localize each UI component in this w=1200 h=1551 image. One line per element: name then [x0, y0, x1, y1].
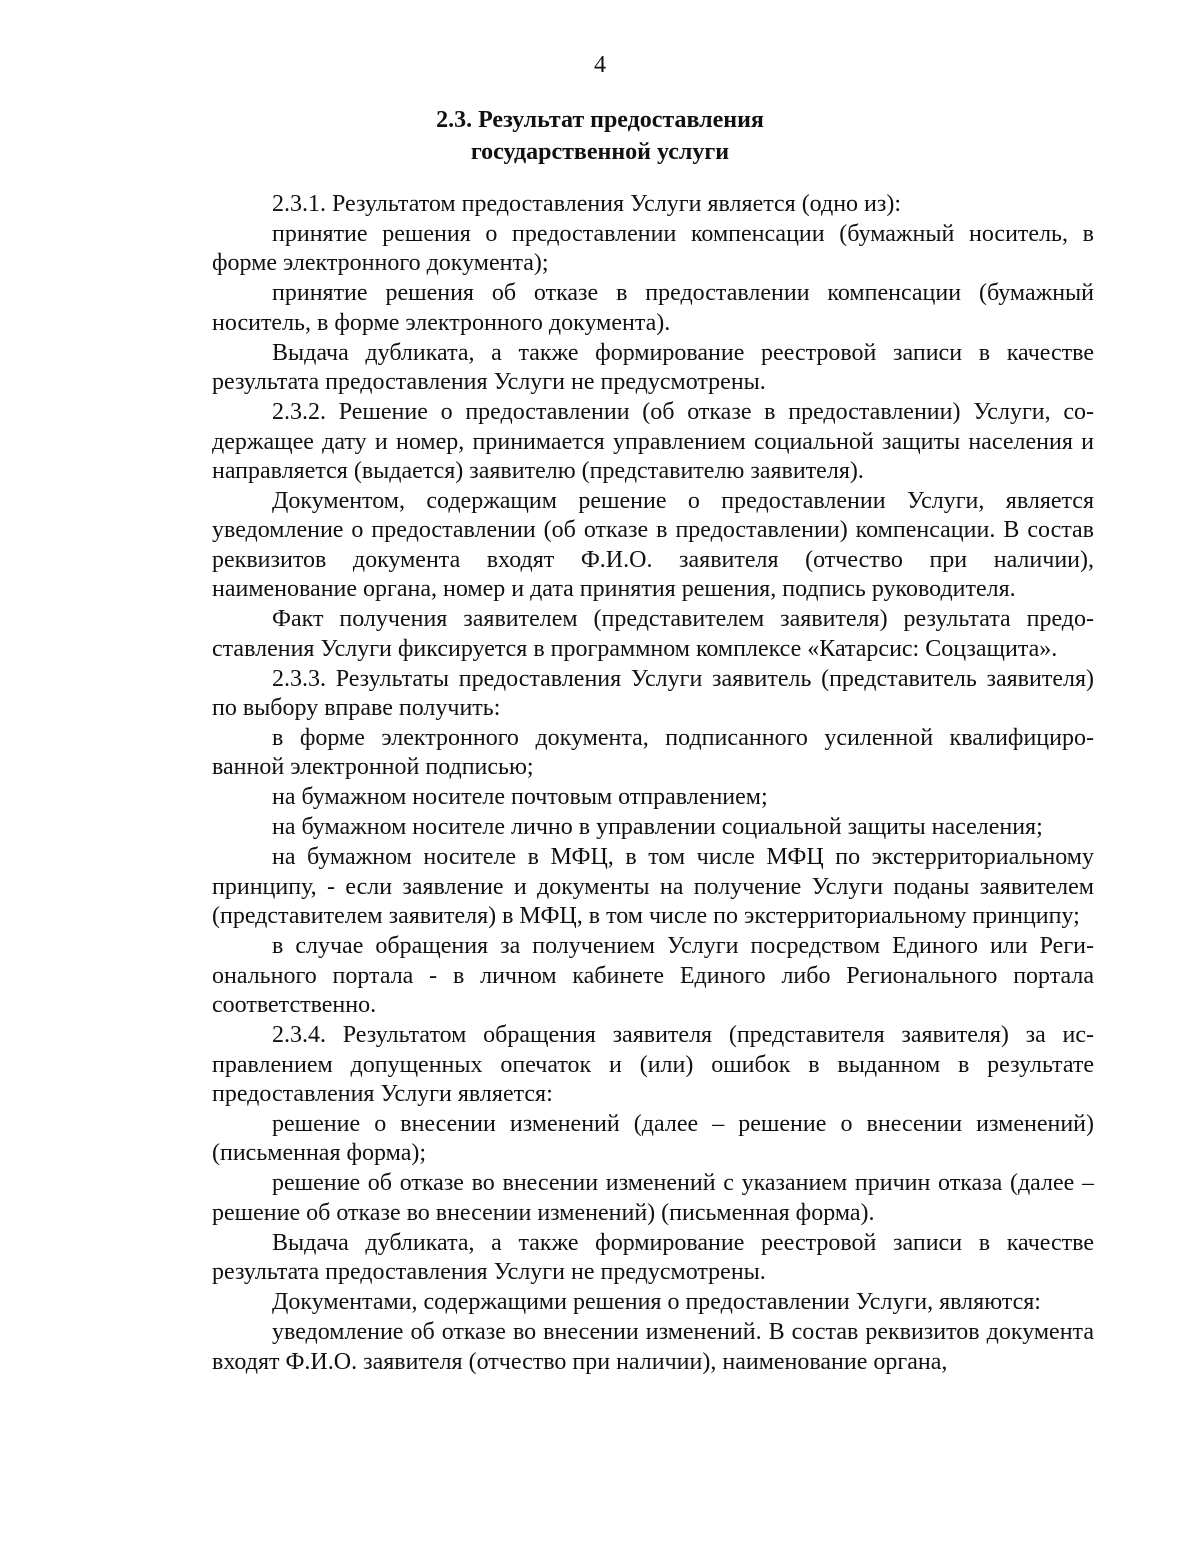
paragraph-2-3-2: 2.3.2. Решение о предоставлении (об отказе в предоставлении) Услуги, содержащее дату и номер, принимается управлением социальной защиты населения и направляется (выдается) заявителю (представителю заявителя). — [212, 399, 1094, 485]
paragraph-portal-delivery: в случае обращения за получением Услуги посредством Единого или Регионального портала - в личном кабинете Единого либо Регионального портала соответственно. — [212, 933, 1094, 1019]
paragraph-mfc-delivery: на бумажном носителе в МФЦ, в том числе МФЦ по экстерриториальному принципу, - если заявление и документы на получение Услуги поданы заявителем (представителем заявителя) в МФЦ, в том числе по экстерриториальному принципу; — [212, 844, 1094, 930]
paragraph-change-refusal: решение об отказе во внесении изменений с указанием причин отказа (далее – решение об отказе во внесении изменений) (письменная форма). — [212, 1170, 1094, 1226]
section-title-line-2: государственной услуги — [470, 139, 730, 165]
paragraph-2-3-4: 2.3.4. Результатом обращения заявителя (представителя заявителя) за исправлением допущенных опечаток и (или) ошибок в выданном в результате предоставления Услуги является: — [212, 1022, 1094, 1107]
paragraph-2-3-3: 2.3.3. Результаты предоставления Услуги заявитель (представитель заявителя) по выбору вправе получить: — [212, 665, 1094, 722]
paragraph-electronic-document: в форме электронного документа, подписанного усиленной квалифицированной электронной подписью; — [212, 725, 1094, 781]
paragraph-document-requisites: Документом, содержащим решение о предоставлении Услуги, является уведомление о предоставлении (об отказе в предоставлении) компенсации. В состав реквизитов документа входят Ф.И.О. заявителя (отчество при наличии), наименование органа, номер и дата принятия решения, подпись руководителя. — [212, 488, 1094, 603]
paragraph-katarsis-record: Факт получения заявителем (представителем заявителя) результата предоставления Услуги фиксируется в программном комплексе «Катарсис: Соцзащита». — [212, 606, 1094, 662]
paragraph-personal-delivery: на бумажном носителе лично в управлении социальной защиты населения; — [272, 814, 1043, 841]
paragraph-compensation-decision: принятие решения о предоставлении компенсации (бумажный носитель, в форме электронного документа); — [212, 221, 1094, 277]
paragraph-refusal-notification: уведомление об отказе во внесении изменений. В состав реквизитов документа входят Ф.И.О. заявителя (отчество при наличии), наименование органа, — [212, 1319, 1094, 1375]
paragraph-refusal-decision: принятие решения об отказе в предоставлении компенсации (бумажный носитель, в форме электронного документа). — [212, 280, 1094, 336]
document-body — [212, 190, 1094, 1377]
paragraph-duplicate-note: Выдача дубликата, а также формирование реестровой записи в качестве результата предоставления Услуги не предусмотрены. — [212, 339, 1094, 396]
paragraph-change-decision: решение о внесении изменений (далее – решение о внесении изменений) (письменная форма); — [212, 1110, 1094, 1167]
paragraph-decision-documents: Документами, содержащими решения о предоставлении Услуги, являются: — [272, 1289, 1041, 1316]
page-number: 4 — [594, 52, 606, 78]
paragraph-duplicate-note-2: Выдача дубликата, а также формирование реестровой записи в качестве результата предоставления Услуги не предусмотрены. — [212, 1229, 1094, 1286]
paragraph-postal-delivery: на бумажном носителе почтовым отправлением; — [272, 784, 768, 811]
paragraph-2-3-1: 2.3.1. Результатом предоставления Услуги является (одно из): — [272, 191, 902, 217]
section-title-line-1: 2.3. Результат предоставления — [436, 107, 764, 133]
section-title — [0, 104, 1200, 168]
